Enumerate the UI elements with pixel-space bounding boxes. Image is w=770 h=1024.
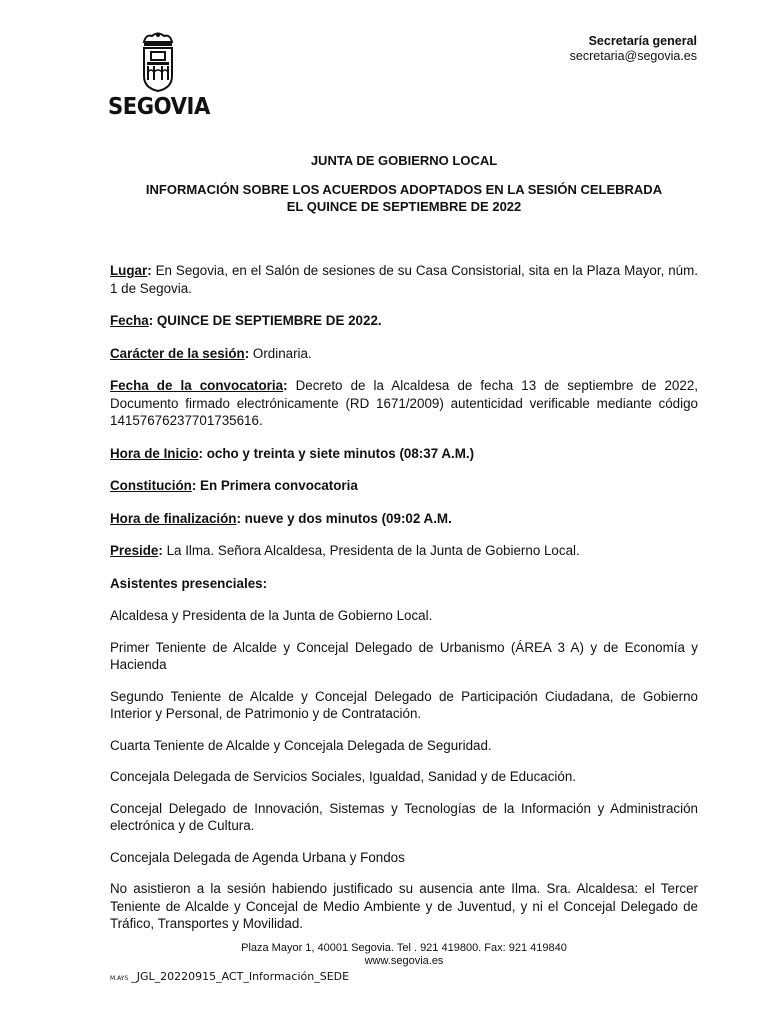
asistente-item: Cuarta Teniente de Alcalde y Concejala Delegada de Seguridad. — [110, 737, 492, 753]
document-subtitle — [110, 181, 698, 215]
asistente-item: Segundo Teniente de Alcalde y Concejal Delegado de Participación Ciudadana, de Gobierno Interior y Personal, de Patrimonio y de Contratación. — [110, 688, 698, 721]
footer — [110, 942, 698, 968]
segovia-logo — [108, 32, 212, 120]
caracter-label: Carácter de la sesión — [110, 345, 245, 361]
constitucion-label: Constitución — [110, 478, 192, 493]
department-name: Secretaría general — [588, 34, 697, 48]
asistente-item: Alcaldesa y Presidenta de la Junta de Gobierno Local. — [110, 608, 433, 623]
fecha-paragraph — [110, 312, 698, 330]
convocatoria-paragraph: Fecha de la convocatoria: Decreto de la Alcaldesa de fecha 13 de septiembre de 2022, Documento firmado electrónicamente (RD 1671/2009) autenticidad verificable mediante código 14157676237701735616. — [110, 378, 698, 428]
lugar-label: Lugar — [110, 263, 148, 278]
coat-of-arms-icon — [138, 32, 178, 92]
asistentes-heading: Asistentes presenciales: — [110, 575, 268, 591]
caracter-paragraph: Carácter de la sesión: Ordinaria. — [110, 345, 312, 361]
ausencias-paragraph: No asistieron a la sesión habiendo justificado su ausencia ante Ilma. Sra. Alcaldesa: el Tercer Teniente de Alcalde y Concejal de Medio Ambiente y de Juventud, y ni el Concejal Delegado de Tráfico, Transportes y Movilidad. — [110, 881, 698, 931]
department-email[interactable]: secretaria@segovia.es — [569, 49, 697, 63]
convocatoria-text: Decreto de la Alcaldesa de fecha 13 de septiembre de 2022, Documento firmado electrónicamente (RD 1671/2009) autenticidad verificable mediante código 14157676237701735616. — [110, 378, 698, 428]
hora-fin-label: Hora de finalización — [110, 510, 237, 526]
lugar-text: En Segovia, en el Salón de sesiones de su Casa Consistorial, sita en la Plaza Mayor, núm. 1 de Segovia. — [110, 263, 698, 296]
footer-web[interactable]: www.segovia.es — [364, 955, 444, 967]
hora-inicio-text: : ocho y treinta y siete minutos (08:37 A.M.) — [198, 445, 475, 461]
constitucion-paragraph — [110, 477, 698, 495]
document-reference — [110, 970, 349, 983]
preside-paragraph: Preside: La Ilma. Señora Alcaldesa, Presidenta de la Junta de Gobierno Local. — [110, 543, 580, 558]
fecha-label: Fecha — [110, 313, 149, 328]
preside-label: Preside — [110, 543, 159, 558]
fecha-text: : QUINCE DE SEPTIEMBRE DE 2022. — [148, 313, 382, 328]
convocatoria-label: Fecha de la convocatoria — [110, 378, 284, 393]
asistente-item: Primer Teniente de Alcalde y Concejal Delegado de Urbanismo (ÁREA 3 A) y de Economía y Hacienda — [110, 639, 698, 672]
constitucion-text: : En Primera convocatoria — [191, 478, 358, 493]
lugar-paragraph: Lugar: En Segovia, en el Salón de sesiones de su Casa Consistorial, sita en la Plaza Mayor, núm. 1 de Segovia. — [110, 263, 698, 296]
caracter-text: Ordinaria. — [249, 345, 312, 361]
document-title: JUNTA DE GOBIERNO LOCAL — [310, 153, 498, 168]
hora-inicio-paragraph — [110, 445, 698, 463]
reference-code: _JGL_20220915_ACT_Información_SEDE — [131, 970, 350, 983]
subtitle-line-2: EL QUINCE DE SEPTIEMBRE DE 2022 — [286, 199, 522, 214]
header-contact — [570, 34, 697, 64]
subtitle-line-1: INFORMACIÓN SOBRE LOS ACUERDOS ADOPTADOS EN LA SESIÓN CELEBRADA — [145, 182, 663, 197]
asistente-item: Concejala Delegada de Agenda Urbana y Fondos — [110, 849, 405, 865]
footer-address: Plaza Mayor 1, 40001 Segovia. Tel . 921 419800. Fax: 921 419840 — [241, 942, 567, 954]
asistente-item: Concejal Delegado de Innovación, Sistemas y Tecnologías de la Información y Administración electrónica y de Cultura. — [110, 800, 698, 833]
hora-fin-paragraph — [110, 510, 698, 528]
asistente-item: Concejala Delegada de Servicios Sociales, Igualdad, Sanidad y de Educación. — [110, 769, 576, 784]
reference-prefix: M.AYS — [110, 975, 129, 982]
document-body — [110, 262, 698, 933]
hora-inicio-label: Hora de Inicio — [110, 445, 199, 461]
logo-text: SEGOVIA — [108, 94, 210, 120]
hora-fin-text: : nueve y dos minutos (09:02 A.M. — [236, 510, 452, 526]
preside-text: La Ilma. Señora Alcaldesa, Presidenta de la Junta de Gobierno Local. — [162, 543, 580, 558]
